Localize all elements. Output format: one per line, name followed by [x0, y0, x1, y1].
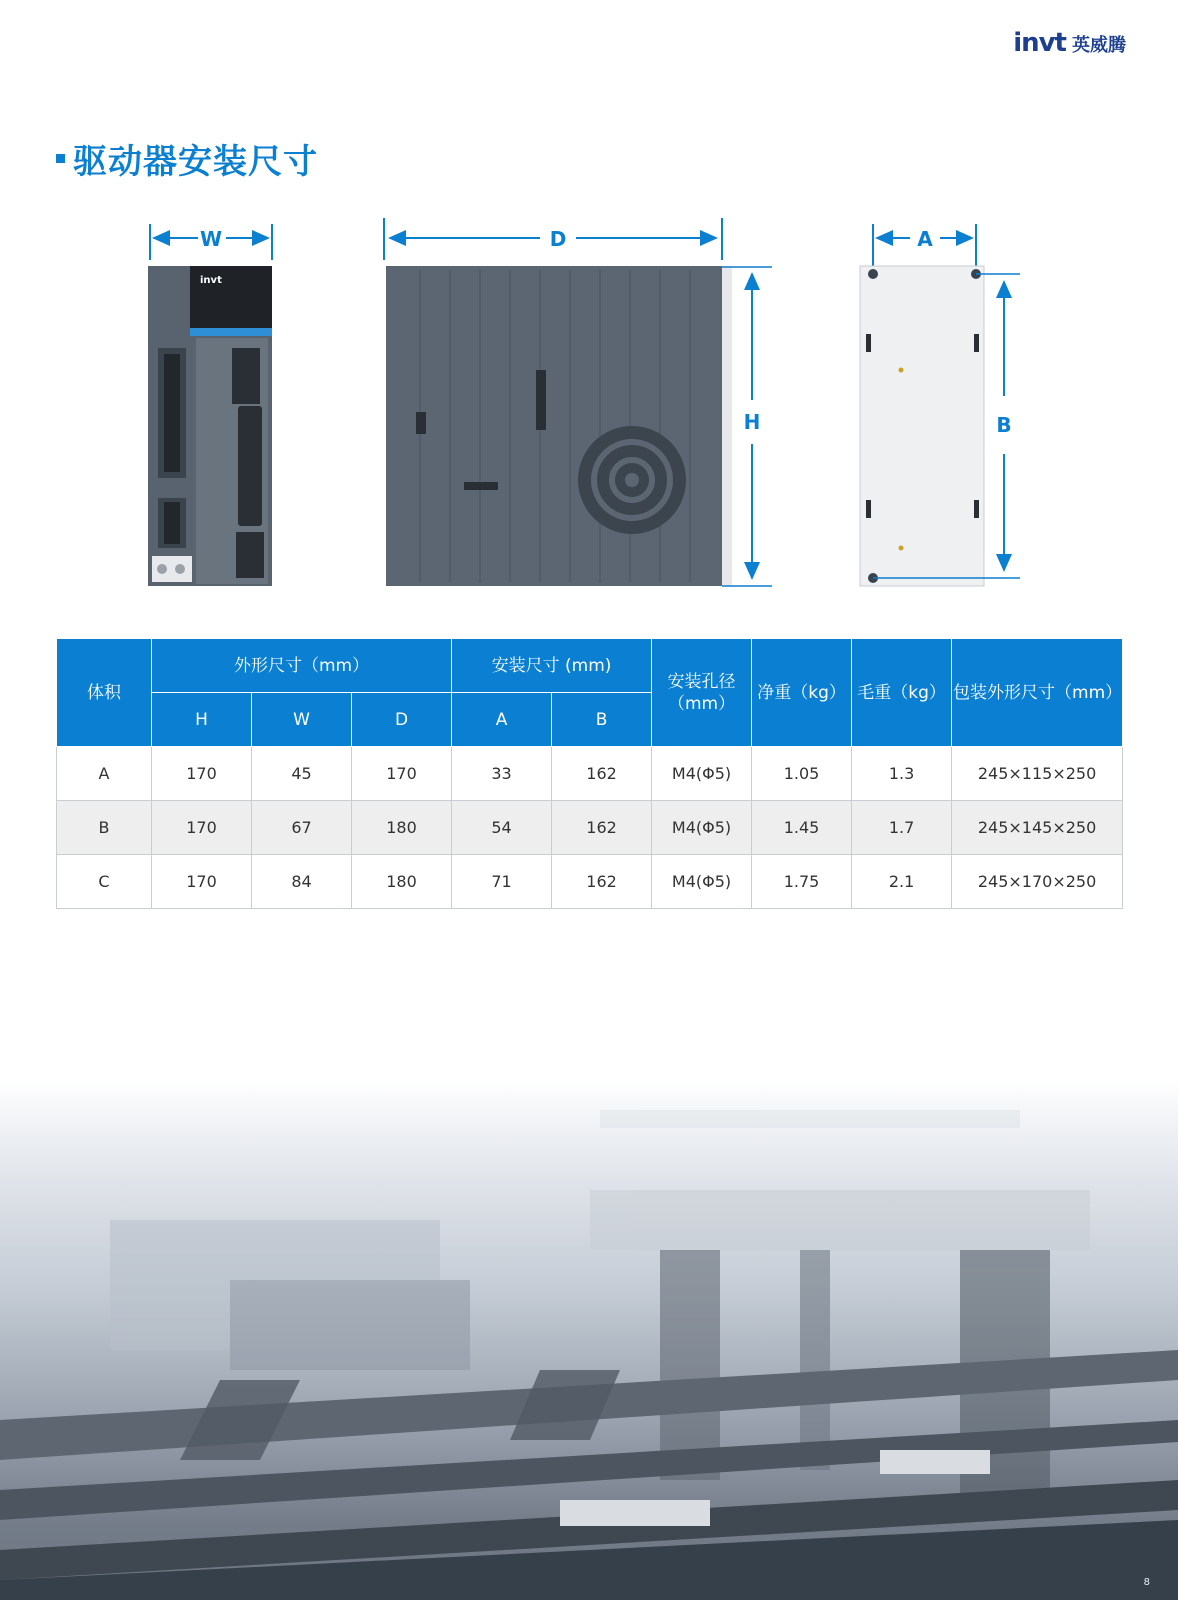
- dim-label-h: H: [743, 410, 761, 434]
- cell-hole: M4(Φ5): [652, 747, 752, 801]
- dim-label-d: D: [549, 227, 567, 251]
- factory-illustration: [0, 1080, 1178, 1600]
- header-hole: 安装孔径（mm）: [652, 639, 752, 747]
- dim-label-b: B: [996, 413, 1012, 437]
- cell-net: 1.75: [752, 855, 852, 909]
- cell-net: 1.45: [752, 801, 852, 855]
- cell-package: 245×170×250: [952, 855, 1123, 909]
- dimension-drawing: [0, 210, 1178, 600]
- table-row: [57, 747, 1123, 801]
- cell-a: 54: [452, 801, 552, 855]
- cell-hole: M4(Φ5): [652, 855, 752, 909]
- page-number: 8: [1143, 1577, 1150, 1588]
- header-net-weight: 净重（kg）: [752, 639, 852, 747]
- header-mount: 安装尺寸 (mm): [452, 639, 652, 693]
- brand-logo-mark: invt: [1013, 28, 1066, 58]
- section-title-text: 驱动器安装尺寸: [73, 142, 318, 182]
- front-view: [148, 224, 272, 586]
- header-outline: 外形尺寸（mm）: [152, 639, 452, 693]
- brand-logo: [1013, 28, 1126, 58]
- cell-h: 170: [152, 747, 252, 801]
- cell-a: 33: [452, 747, 552, 801]
- cell-gross: 1.3: [852, 747, 952, 801]
- cell-volume: C: [57, 855, 152, 909]
- dim-label-a: A: [917, 227, 933, 251]
- back-view: [860, 224, 1020, 586]
- section-title: [56, 134, 318, 183]
- header-h: H: [152, 693, 252, 747]
- cell-volume: B: [57, 801, 152, 855]
- factory-background-image: [0, 1080, 1178, 1600]
- cell-package: 245×115×250: [952, 747, 1123, 801]
- cell-h: 170: [152, 855, 252, 909]
- header-volume: 体积: [57, 639, 152, 747]
- header-b: B: [552, 693, 652, 747]
- title-marker-icon: [56, 154, 65, 163]
- cell-w: 45: [252, 747, 352, 801]
- cell-gross: 1.7: [852, 801, 952, 855]
- cell-b: 162: [552, 855, 652, 909]
- cell-gross: 2.1: [852, 855, 952, 909]
- header-d: D: [352, 693, 452, 747]
- header-package: 包装外形尺寸（mm）: [952, 639, 1123, 747]
- cell-d: 180: [352, 855, 452, 909]
- dimensions-table: [56, 638, 1123, 909]
- dim-label-w: W: [199, 227, 223, 251]
- cell-a: 71: [452, 855, 552, 909]
- header-gross-weight: 毛重（kg）: [852, 639, 952, 747]
- device-logo: invt: [200, 275, 222, 286]
- header-a: A: [452, 693, 552, 747]
- table-row: [57, 801, 1123, 855]
- cell-b: 162: [552, 801, 652, 855]
- cell-w: 84: [252, 855, 352, 909]
- cell-h: 170: [152, 801, 252, 855]
- dimension-figure: [0, 210, 1178, 600]
- side-view: [384, 218, 772, 586]
- header-w: W: [252, 693, 352, 747]
- cell-package: 245×145×250: [952, 801, 1123, 855]
- cell-d: 180: [352, 801, 452, 855]
- cell-volume: A: [57, 747, 152, 801]
- cell-d: 170: [352, 747, 452, 801]
- brand-name: 英威腾: [1072, 35, 1126, 56]
- cell-b: 162: [552, 747, 652, 801]
- cell-w: 67: [252, 801, 352, 855]
- table-row: [57, 855, 1123, 909]
- cell-hole: M4(Φ5): [652, 801, 752, 855]
- cell-net: 1.05: [752, 747, 852, 801]
